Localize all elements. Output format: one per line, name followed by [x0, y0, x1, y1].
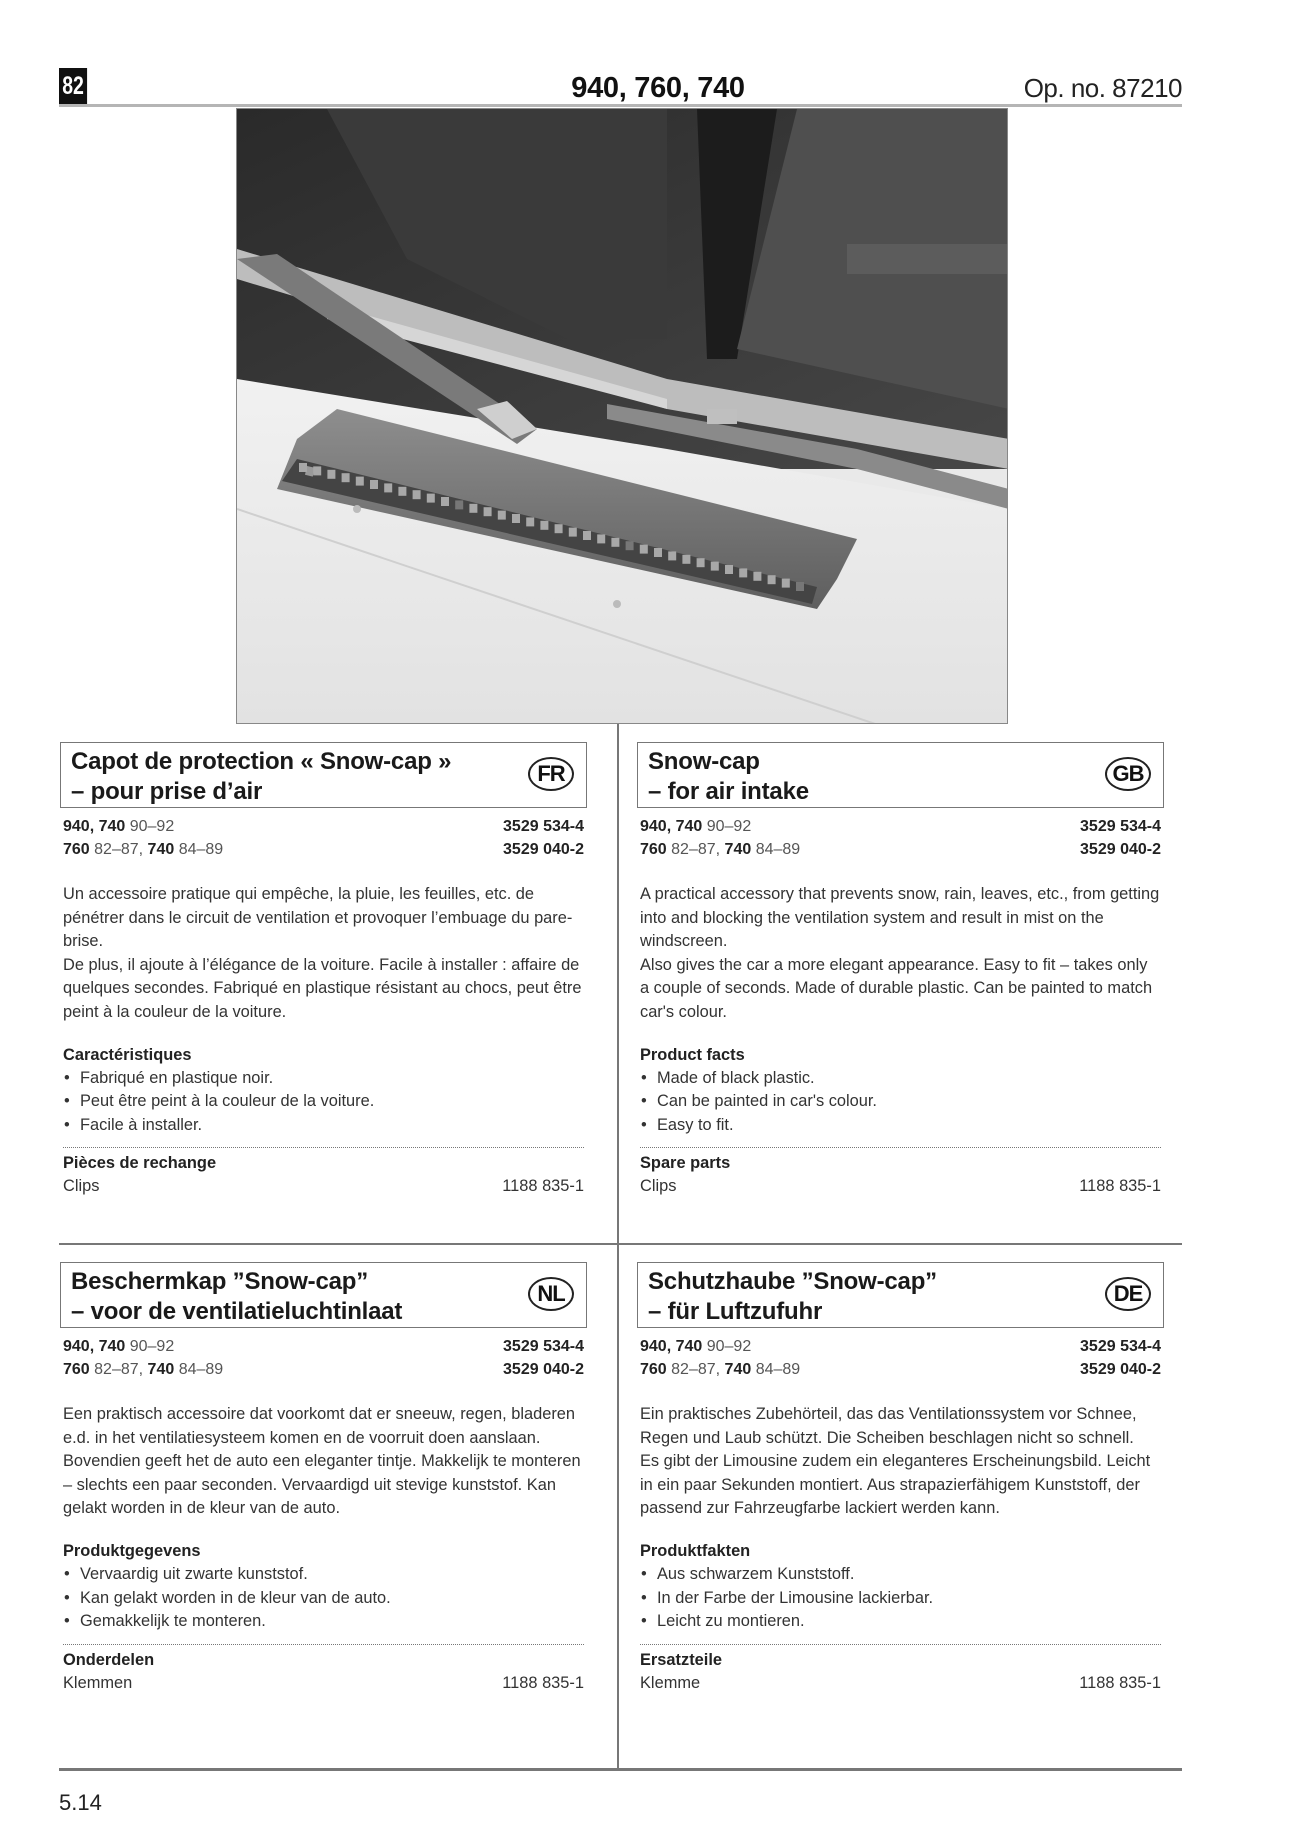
fit-models: 940, 740	[63, 1338, 126, 1355]
fact-item: • Gemakkelijk te monteren.	[63, 1610, 584, 1634]
section-fr	[60, 742, 587, 1199]
fitment-row	[63, 1358, 584, 1381]
section-gb	[637, 742, 1164, 1199]
fact-item: • Easy to fit.	[640, 1114, 1161, 1138]
page-title: 940, 760, 740	[571, 72, 745, 104]
spare-part-row	[640, 1672, 1161, 1696]
vent-slot	[555, 524, 563, 533]
fit-models: 760	[63, 841, 90, 858]
language-badge-de: DE	[1105, 1277, 1151, 1311]
part-number: 3529 534-4	[1080, 1338, 1161, 1355]
vent-slot	[682, 555, 690, 564]
description-paragraph: Also gives the car a more elegant appearance. Easy to fit – takes only a couple of seconds. Made of durable plastic. Can be painted to match car's colour.	[640, 955, 1153, 1021]
vent-slot	[697, 558, 705, 567]
fit-years: 82–87,	[671, 841, 721, 858]
section-title-line1: Capot de protection « Snow-cap »	[71, 748, 452, 775]
fact-item: • Can be painted in car's colour.	[640, 1090, 1161, 1114]
vent-slot	[583, 531, 591, 540]
fit-models: 760	[640, 1361, 667, 1378]
section-nl	[60, 1262, 587, 1695]
section-title-box	[637, 742, 1164, 808]
vent-slot	[342, 473, 350, 482]
spare-part-row	[63, 1175, 584, 1199]
fit-models: 760	[63, 1361, 90, 1378]
fit-models: 740	[724, 1361, 752, 1378]
bottom-divider	[59, 1768, 1182, 1771]
vent-slot	[768, 575, 776, 584]
fit-models: 740	[147, 1361, 175, 1378]
vent-slot	[626, 541, 634, 550]
spare-part-row	[63, 1672, 584, 1696]
part-number: 3529 040-2	[1080, 1361, 1161, 1378]
vent-slot	[569, 528, 577, 537]
fit-years: 90–92	[706, 818, 752, 835]
vent-slot	[441, 497, 449, 506]
vent-slot	[299, 463, 307, 472]
spare-part-number: 1188 835-1	[1079, 1177, 1161, 1196]
language-badge-fr: FR	[528, 757, 574, 791]
vent-slot	[611, 538, 619, 547]
section-title-line1: Beschermkap ”Snow-cap”	[71, 1268, 369, 1295]
fit-years: 82–87,	[671, 1361, 721, 1378]
fitment-row	[640, 838, 1161, 861]
fact-item: • Facile à installer.	[63, 1114, 584, 1138]
spare-part-name: Klemme	[640, 1673, 701, 1692]
fit-years: 90–92	[129, 1338, 175, 1355]
section-title-line1: Snow-cap	[648, 748, 760, 775]
facts-list	[640, 1563, 1161, 1634]
part-number: 3529 040-2	[503, 841, 584, 858]
vent-slot	[455, 500, 463, 509]
dotted-separator	[63, 1147, 584, 1148]
vent-slot	[526, 517, 534, 526]
spare-part-number: 1188 835-1	[502, 1673, 584, 1692]
description	[640, 1403, 1161, 1521]
spare-part-number: 1188 835-1	[502, 1177, 584, 1196]
vent-slot	[313, 466, 321, 475]
fact-item: • Made of black plastic.	[640, 1067, 1161, 1091]
section-title-line2: – voor de ventilatieluchtinlaat	[71, 1298, 403, 1325]
part-number: 3529 040-2	[503, 1361, 584, 1378]
spare-part-name: Klemmen	[63, 1673, 133, 1692]
fit-years: 84–89	[755, 841, 801, 858]
fact-item: • Peut être peint à la couleur de la voiture.	[63, 1090, 584, 1114]
facts-list	[640, 1067, 1161, 1138]
description	[63, 1403, 584, 1521]
fact-item: • Kan gelakt worden in de kleur van de auto.	[63, 1587, 584, 1611]
fitment-row	[640, 1335, 1161, 1358]
fit-years: 90–92	[706, 1338, 752, 1355]
description-paragraph: Ein praktisches Zubehörteil, das das Ventilationssystem vor Schnee, Regen und Laub schützt. Die Scheiben beschlagen nicht so schnell.	[640, 1405, 1137, 1447]
dotted-separator	[640, 1147, 1161, 1148]
description-paragraph: Es gibt der Limousine zudem ein eleganteres Erscheinungsbild. Leicht in ein paar Sekunden montiert. Aus strapazierfähigem Kunststoff, der passend zur Fahrzeugfarbe lackiert werden kann.	[640, 1452, 1151, 1518]
product-photo	[236, 108, 1008, 724]
vent-slot	[327, 470, 335, 479]
vent-slot	[540, 521, 548, 530]
description-paragraph: A practical accessory that prevents snow, rain, leaves, etc., from getting into and blocking the ventilation system and result in mist on the windscreen.	[640, 885, 1160, 951]
vent-slot	[427, 494, 435, 503]
snow-cap-photo-illustration	[237, 109, 1008, 724]
description-paragraph: De plus, il ajoute à l’élégance de la voiture. Facile à installer : affaire de quelques secondes. Fabriqué en plastique résistant au chocs, peut être peint à la couleur de la voiture.	[63, 955, 582, 1021]
fact-item: • Aus schwarzem Kunststoff.	[640, 1563, 1161, 1587]
part-number: 3529 040-2	[1080, 841, 1161, 858]
part-number: 3529 534-4	[1080, 818, 1161, 835]
fit-models: 740	[724, 841, 752, 858]
vent-slot	[640, 545, 648, 554]
fit-models: 740	[147, 841, 175, 858]
section-title-box	[60, 1262, 587, 1328]
dotted-separator	[63, 1644, 584, 1645]
fitment-row	[63, 838, 584, 861]
fact-item: • In der Farbe der Limousine lackierbar.	[640, 1587, 1161, 1611]
vent-slot	[469, 504, 477, 513]
spare-parts-heading: Pièces de rechange	[63, 1154, 217, 1173]
vent-slot	[597, 534, 605, 543]
section-title-line2: – for air intake	[648, 778, 809, 805]
vent-slot	[484, 507, 492, 516]
description	[640, 883, 1161, 1025]
section-title-line2: – für Luftzufuhr	[648, 1298, 823, 1325]
spare-parts-heading: Spare parts	[640, 1154, 731, 1173]
vent-slot	[498, 511, 506, 520]
fitment-row	[63, 815, 584, 838]
spare-part-row	[640, 1175, 1161, 1199]
fitment-table	[637, 815, 1164, 861]
fitment-table	[60, 815, 587, 861]
column-divider	[617, 724, 619, 1770]
fit-years: 84–89	[178, 841, 224, 858]
fact-item: • Vervaardig uit zwarte kunststof.	[63, 1563, 584, 1587]
footer-page-reference: 5.14	[59, 1790, 102, 1815]
language-badge-nl: NL	[528, 1277, 574, 1311]
header-divider	[59, 104, 1182, 107]
operation-number: Op. no. 87210	[1023, 73, 1182, 103]
fit-years: 82–87,	[94, 841, 144, 858]
fitment-table	[637, 1335, 1164, 1381]
vent-slot	[796, 582, 804, 591]
spare-part-name: Clips	[640, 1177, 677, 1196]
vent-slot	[370, 480, 378, 489]
fit-models: 760	[640, 841, 667, 858]
vent-slot	[512, 514, 520, 523]
vent-slot	[739, 568, 747, 577]
fit-models: 940, 740	[63, 818, 126, 835]
fact-item: • Leicht zu montieren.	[640, 1610, 1161, 1634]
fit-years: 84–89	[755, 1361, 801, 1378]
language-badge-gb: GB	[1105, 757, 1151, 791]
spare-parts-heading: Ersatzteile	[640, 1650, 722, 1669]
fitment-row	[63, 1335, 584, 1358]
description-paragraph: Een praktisch accessoire dat voorkomt dat er sneeuw, regen, bladeren e.d. in het ventilatiesysteem komen en de voorruit doen aanslaan.	[63, 1405, 576, 1447]
vent-slot	[668, 551, 676, 560]
fit-years: 90–92	[129, 818, 175, 835]
vent-slot	[753, 572, 761, 581]
vent-slot	[654, 548, 662, 557]
facts-list	[63, 1563, 584, 1634]
vent-slot	[782, 579, 790, 588]
vent-slot	[398, 487, 406, 496]
section-title-box	[60, 742, 587, 808]
vent-slot	[711, 562, 719, 571]
part-number: 3529 534-4	[503, 818, 584, 835]
section-title-box	[637, 1262, 1164, 1328]
vent-slot	[413, 490, 421, 499]
facts-heading: Produktfakten	[640, 1541, 751, 1560]
vent-slot	[725, 565, 733, 574]
page-number-badge: 82	[59, 68, 87, 105]
fact-item: • Fabriqué en plastique noir.	[63, 1067, 584, 1091]
fitment-table	[60, 1335, 587, 1381]
section-title-line2: – pour prise d’air	[71, 778, 263, 805]
fitment-row	[640, 1358, 1161, 1381]
section-de	[637, 1262, 1164, 1695]
vent-slot	[356, 477, 364, 486]
fit-years: 82–87,	[94, 1361, 144, 1378]
fitment-row	[640, 815, 1161, 838]
section-title-line1: Schutzhaube ”Snow-cap”	[648, 1268, 937, 1295]
facts-heading: Caractéristiques	[63, 1045, 192, 1064]
facts-heading: Produktgegevens	[63, 1541, 201, 1560]
description	[63, 883, 584, 1025]
spare-parts-heading: Onderdelen	[63, 1650, 155, 1669]
part-number: 3529 534-4	[503, 1338, 584, 1355]
row-divider	[59, 1243, 1182, 1245]
vent-slot	[384, 483, 392, 492]
description-paragraph: Bovendien geeft het de auto een eleganter tintje. Makkelijk te monteren – slechts een paar seconden. Vervaardigd uit stevige kunststof. Kan gelakt worden in de kleur van de auto.	[63, 1452, 581, 1518]
dotted-separator	[640, 1644, 1161, 1645]
fit-models: 940, 740	[640, 818, 703, 835]
facts-heading: Product facts	[640, 1045, 745, 1064]
spare-part-name: Clips	[63, 1177, 100, 1196]
fit-models: 940, 740	[640, 1338, 703, 1355]
description-paragraph: Un accessoire pratique qui empêche, la pluie, les feuilles, etc. de pénétrer dans le circuit de ventilation et provoquer l’embuage du pare-brise.	[63, 885, 573, 951]
fit-years: 84–89	[178, 1361, 224, 1378]
facts-list	[63, 1067, 584, 1138]
spare-part-number: 1188 835-1	[1079, 1673, 1161, 1692]
